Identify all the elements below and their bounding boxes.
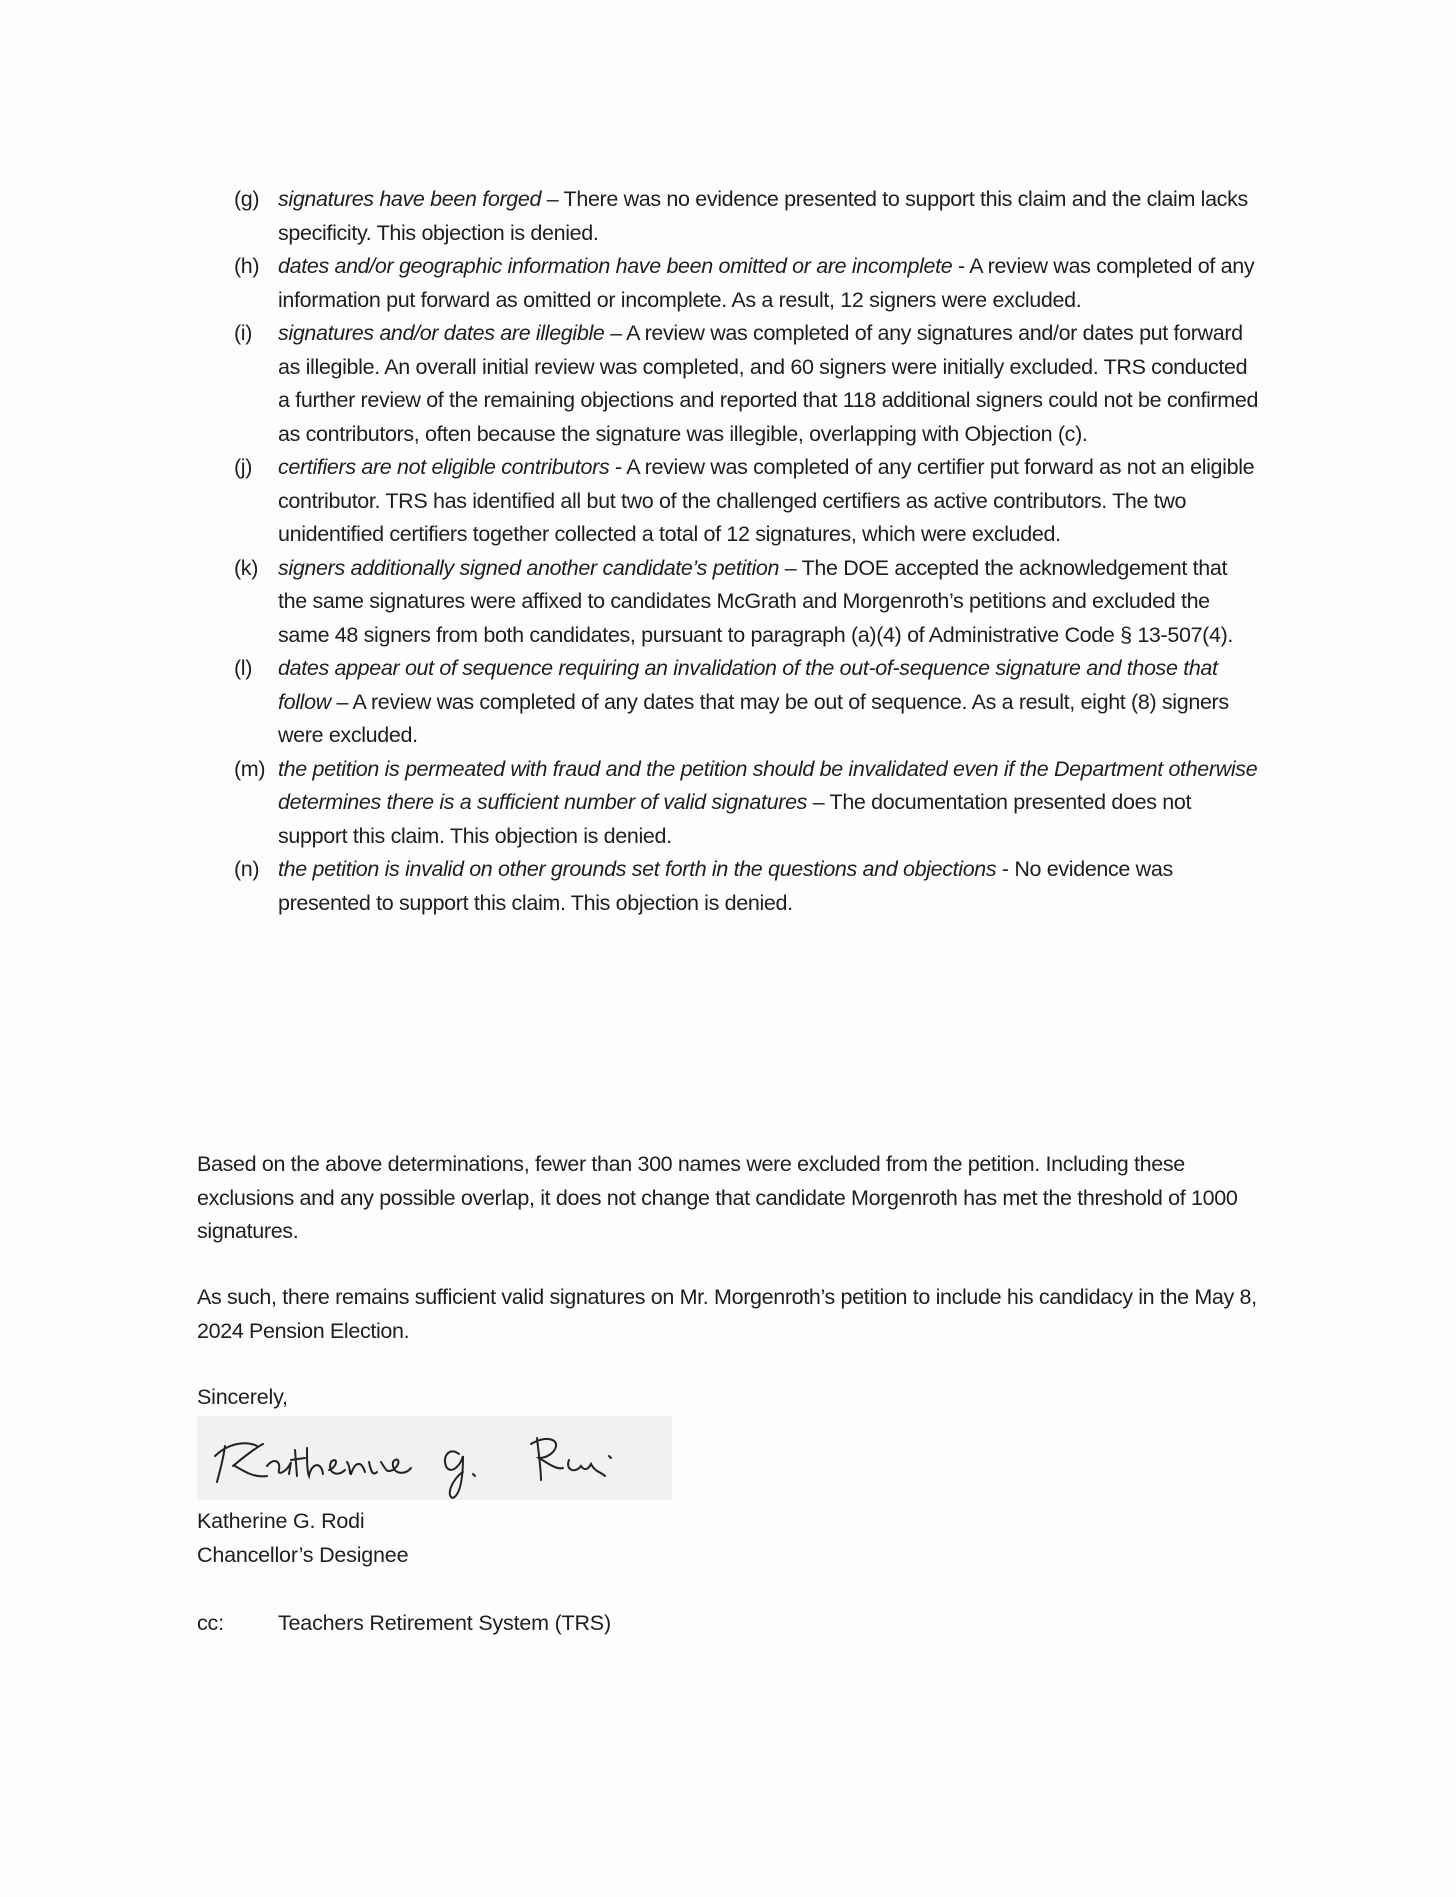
objection-claim: signers additionally signed another candidate’s petition xyxy=(278,555,780,580)
conclusion-paragraph: As such, there remains sufficient valid signatures on Mr. Morgenroth’s petition to include his candidacy in the May 8, 2024 Pension Election. xyxy=(197,1285,1257,1343)
objection-determination: - A review was completed of any information put forward as omitted or incomplete. As a result, 12 signers were excluded. xyxy=(278,254,1255,312)
objection-determination: - A review was completed of any certifier put forward as not an eligible contributor. TRS has identified all but two of the challenged certifiers as active contributors. The two unidentified certifiers together collected a total of 12 signatures, which were excluded. xyxy=(278,455,1255,546)
objection-determination: – There was no evidence presented to support this claim and the claim lacks specificity. This objection is denied. xyxy=(278,187,1248,245)
objection-item xyxy=(234,853,1259,920)
summary-paragraph: Based on the above determinations, fewer than 300 names were excluded from the petition. Including these exclusions and any possible overlap, it does not change that candidate Morgenroth has met the threshold of 1000 signatures. xyxy=(197,1152,1238,1243)
objection-item xyxy=(234,250,1259,317)
objection-claim: the petition is invalid on other grounds set forth in the questions and objections xyxy=(278,857,997,881)
objection-determination: – A review was completed of any dates that may be out of sequence. As a result, eight (8) signers were excluded. xyxy=(278,689,1229,747)
objection-label: (h) xyxy=(234,254,260,278)
objection-label: (l) xyxy=(234,656,253,680)
objection-claim: dates appear out of sequence requiring an invalidation of the out-of-sequence signature and those that follow xyxy=(278,656,1218,714)
objection-text xyxy=(278,183,1259,250)
objection-claim: signatures have been forged xyxy=(278,187,542,211)
objection-text xyxy=(278,753,1259,854)
cc-label: cc: xyxy=(197,1611,224,1635)
closing: Sincerely, xyxy=(197,1385,288,1409)
objection-determination: – A review was completed of any signatures and/or dates put forward as illegible. An overall initial review was completed, and 60 signers were initially excluded. TRS conducted a further review of the remaining objections and reported that 118 additional signers could not be confirmed as contributors, often because the signature was illegible, overlapping with Objection (c). xyxy=(278,321,1259,446)
signature-image xyxy=(197,1416,672,1500)
objection-label: (k) xyxy=(234,555,259,580)
objection-claim: dates and/or geographic information have been omitted or are incomplete xyxy=(278,254,953,278)
objection-label: (n) xyxy=(234,857,260,881)
cc-recipient: Teachers Retirement System (TRS) xyxy=(278,1611,611,1635)
objection-item xyxy=(234,552,1259,653)
objection-text xyxy=(278,451,1259,552)
objection-text xyxy=(278,652,1259,753)
objection-text xyxy=(278,317,1259,451)
objection-text xyxy=(278,552,1259,653)
objection-determination: - No evidence was presented to support this claim. This objection is denied. xyxy=(278,857,1173,915)
objection-claim: certifiers are not eligible contributors xyxy=(278,455,610,479)
signer-title: Chancellor’s Designee xyxy=(197,1543,409,1567)
objection-item xyxy=(234,317,1259,451)
objection-determination: – The DOE accepted the acknowledgement that the same signatures were affixed to candidates McGrath and Morgenroth’s petitions and excluded the same 48 signers from both candidates, pursuant to paragraph (a)(4) of Administrative Code § 13-507(4). xyxy=(278,555,1234,647)
objection-determination: – The documentation presented does not support this claim. This objection is denied. xyxy=(278,790,1192,848)
objection-item xyxy=(234,652,1259,753)
objection-label: (m) xyxy=(234,756,266,781)
objection-label: (g) xyxy=(234,187,260,211)
signer-name: Katherine G. Rodi xyxy=(197,1509,365,1533)
objection-list xyxy=(234,183,1259,920)
objection-label: (j) xyxy=(234,455,253,479)
objection-text xyxy=(278,853,1259,920)
objection-label: (i) xyxy=(234,321,253,345)
objection-item xyxy=(234,183,1259,250)
objection-claim: signatures and/or dates are illegible xyxy=(278,321,605,345)
objection-item xyxy=(234,451,1259,552)
objection-claim: the petition is permeated with fraud and the petition should be invalidated even if the Department otherwise determines there is a sufficient number of valid signatures xyxy=(278,756,1258,814)
objection-item xyxy=(234,753,1259,854)
objection-text xyxy=(278,250,1259,317)
